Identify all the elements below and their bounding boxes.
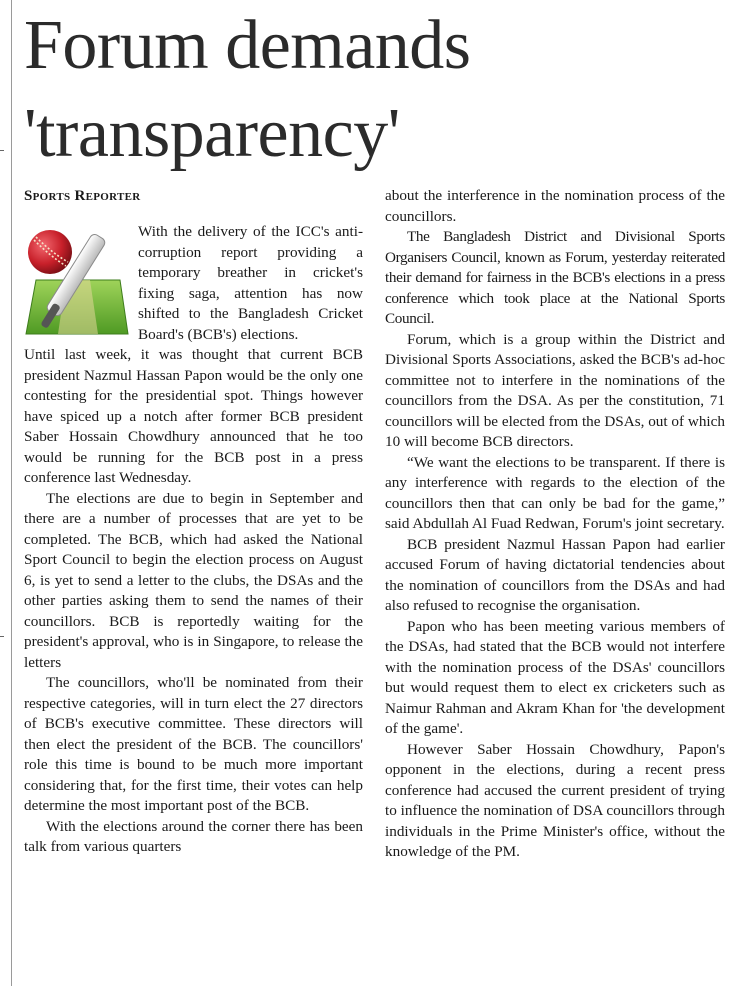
byline: Sports Reporter [24,188,141,204]
paragraph: The elections are due to begin in September and there are a number of processes that are yet to be completed. The BCB, which had asked the National Sport Council to begin the election process on August 6, is yet to send a letter to the clubs, the DSAs and the other parties asking them to send the names of their councillors. BCB is reportedly waiting for the president's approval, who is in Singapore, to release the letters [24,489,363,671]
paragraph: The Bangladesh District and Divisional Sports Organisers Council, known as Forum, yesterday reiterated their demand for fairness in the BCB's elections in a press conference which took place at the National Sports Council. [385,228,725,327]
margin-tick [0,636,4,637]
headline [24,2,724,178]
article-column-1 [24,222,363,858]
paragraph: Papon who has been meeting various members of the DSAs, had stated that the BCB would not interfere with the nomination process of the DSAs' councillors but would request them to elect ex cricketers such as Naimur Rahman and Akram Khan for 'the development of the game'. [385,617,725,737]
headline-line-1: Forum demands [24,7,471,84]
margin-tick [0,150,4,151]
paragraph: With the delivery of the ICC's anti-corruption report providing a temporary breather in cricket's fixing saga, attention has now shifted to the Bangladesh Cricket Board's (BCB's) elections. [138,223,363,343]
article-column-2 [385,186,725,863]
headline-line-2: 'transparency' [24,95,400,172]
paragraph: However Saber Hossain Chowdhury, Papon's opponent in the elections, during a recent press conference had accused the current president of trying to influence the nomination of DSA councillors through individuals in the Prime Minister's office, without the knowledge of the PM. [385,740,725,860]
paragraph: “We want the elections to be transparent. If there is any interference with regards to the election of the councillors then that can only be bad for the game,” said Abdullah Al Fuad Redwan, Forum's joint secretary. [385,453,725,532]
paragraph: Forum, which is a group within the District and Divisional Sports Associations, asked the BCB's ad-hoc committee not to interfere in the nominations of the councillors from the DSA. As per the constitution, 71 councillors will be elected from the DSAs, out of which 10 will become BCB directors. [385,330,725,450]
paragraph: With the elections around the corner there has been talk from various quarters [24,817,363,855]
paragraph: The councillors, who'll be nominated from their respective categories, will in turn elect the 27 directors of BCB's executive committee. These directors will then elect the president of the BCB. The councillors' role this time is bound to be much more important considering that, for the first time, their votes can help determine the most important post of the BCB. [24,674,363,814]
paragraph: Until last week, it was thought that current BCB president Nazmul Hassan Papon would be the only one contesting for the presidential spot. Things however have spiced up a notch after former BCB president Saber Hossain Chowdhury announced that he too would be running for the BCB post in a press conference last Wednesday. [24,346,363,486]
paragraph: about the interference in the nomination process of the councillors. [385,187,725,225]
cricket-ball-bat-pitch-icon [22,222,130,340]
left-margin-rule [11,0,12,986]
paragraph: BCB president Nazmul Hassan Papon had earlier accused Forum of having dictatorial tendencies about the nomination of councillors from the DSAs and had also refused to recognise the organisation. [385,535,725,614]
